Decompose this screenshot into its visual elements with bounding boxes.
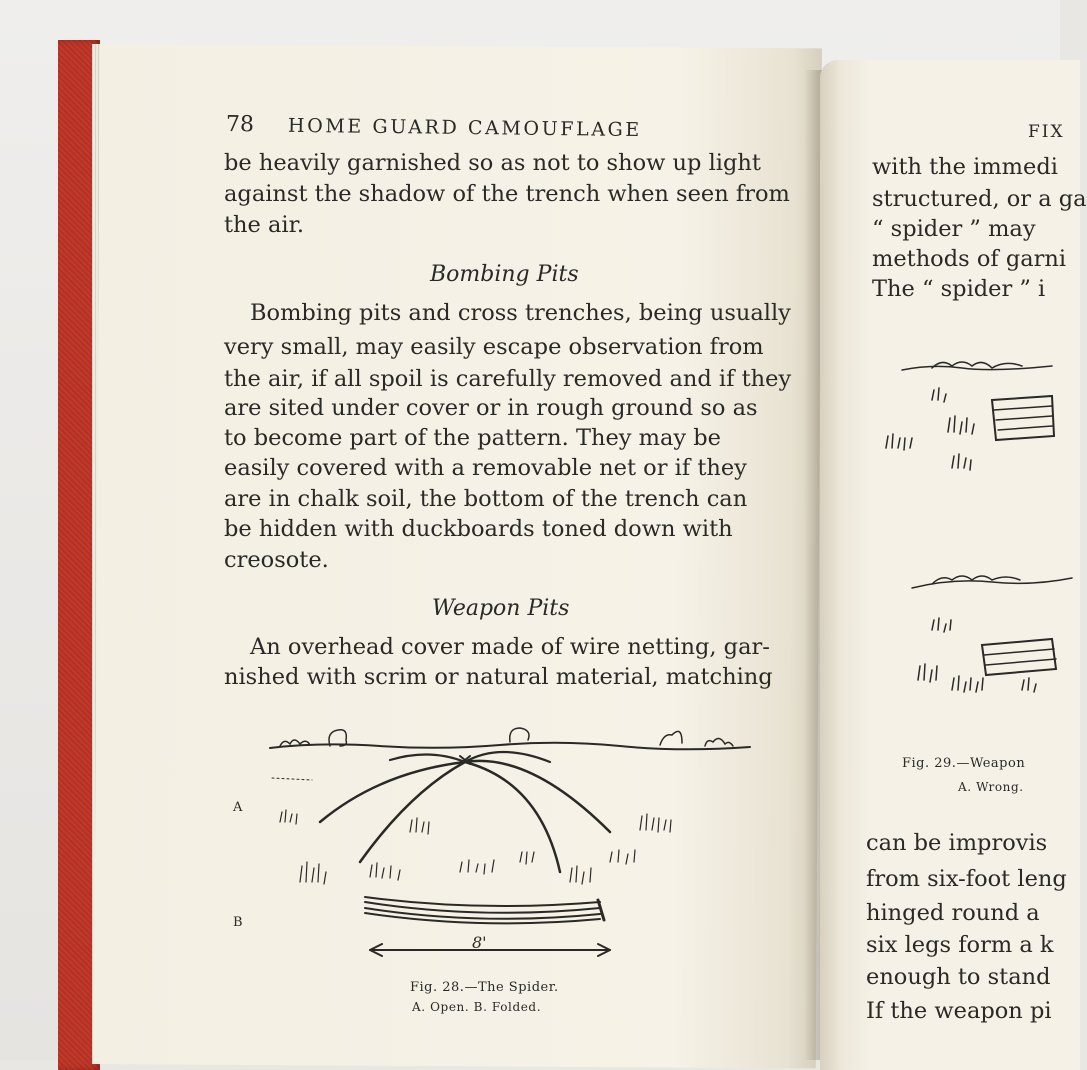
body-line: are in chalk soil, the bottom of the trench can bbox=[224, 486, 748, 512]
right-body-line: The “ spider ” i bbox=[872, 276, 1046, 302]
figure-caption-sub: A. Open. B. Folded. bbox=[412, 1000, 542, 1014]
body-line: be hidden with duckboards toned down with bbox=[224, 516, 733, 542]
body-line: nished with scrim or natural material, matching bbox=[224, 664, 773, 690]
right-body-line: If the weapon pi bbox=[866, 998, 1052, 1024]
right-body-line: from six-foot leng bbox=[866, 866, 1067, 892]
body-line: be heavily garnished so as not to show up light bbox=[224, 150, 761, 176]
right-body-line: six legs form a k bbox=[866, 932, 1054, 958]
figure-label-a: A bbox=[233, 800, 243, 815]
body-line: the air, if all spoil is carefully removed and if they bbox=[224, 366, 792, 392]
right-body-line: can be improvis bbox=[866, 830, 1048, 856]
body-line: Bombing pits and cross trenches, being usually bbox=[250, 300, 791, 326]
figure-dimension-label: 8' bbox=[472, 933, 487, 952]
right-body-line: with the immedi bbox=[872, 154, 1058, 180]
running-head-title: HOME GUARD CAMOUFLAGE bbox=[287, 114, 642, 142]
figure-label-b: B bbox=[233, 915, 243, 930]
body-line: creosote. bbox=[224, 547, 329, 573]
body-line: An overhead cover made of wire netting, gar- bbox=[250, 634, 770, 660]
body-line: to become part of the pattern. They may be bbox=[224, 425, 721, 451]
body-line: easily covered with a removable net or if they bbox=[224, 455, 747, 481]
right-figure-caption: Fig. 29.—Weapon bbox=[902, 756, 1026, 771]
spider-figure-illustration bbox=[260, 712, 760, 972]
page-number: 78 bbox=[225, 112, 255, 138]
right-body-line: methods of garni bbox=[872, 246, 1067, 272]
section-heading-weapon-pits: Weapon Pits bbox=[432, 596, 570, 621]
body-line: are sited under cover or in rough ground so as bbox=[224, 395, 758, 421]
right-body-line: hinged round a bbox=[866, 900, 1040, 926]
figure-caption: Fig. 28.—The Spider. bbox=[410, 980, 559, 995]
body-line: against the shadow of the trench when seen from bbox=[224, 181, 790, 207]
section-heading-bombing-pits: Bombing Pits bbox=[430, 262, 579, 287]
right-body-line: structured, or a ga bbox=[872, 186, 1087, 212]
right-figure-caption-sub: A. Wrong. bbox=[958, 780, 1024, 794]
right-body-line: “ spider ” may bbox=[872, 216, 1036, 242]
weapon-pit-figure-illustration bbox=[872, 340, 1060, 720]
body-line: the air. bbox=[224, 212, 305, 238]
body-line: very small, may easily escape observation from bbox=[224, 334, 764, 360]
right-body-line: enough to stand bbox=[866, 964, 1051, 990]
right-running-head: FIX bbox=[1028, 122, 1065, 142]
left-running-head bbox=[226, 112, 642, 142]
